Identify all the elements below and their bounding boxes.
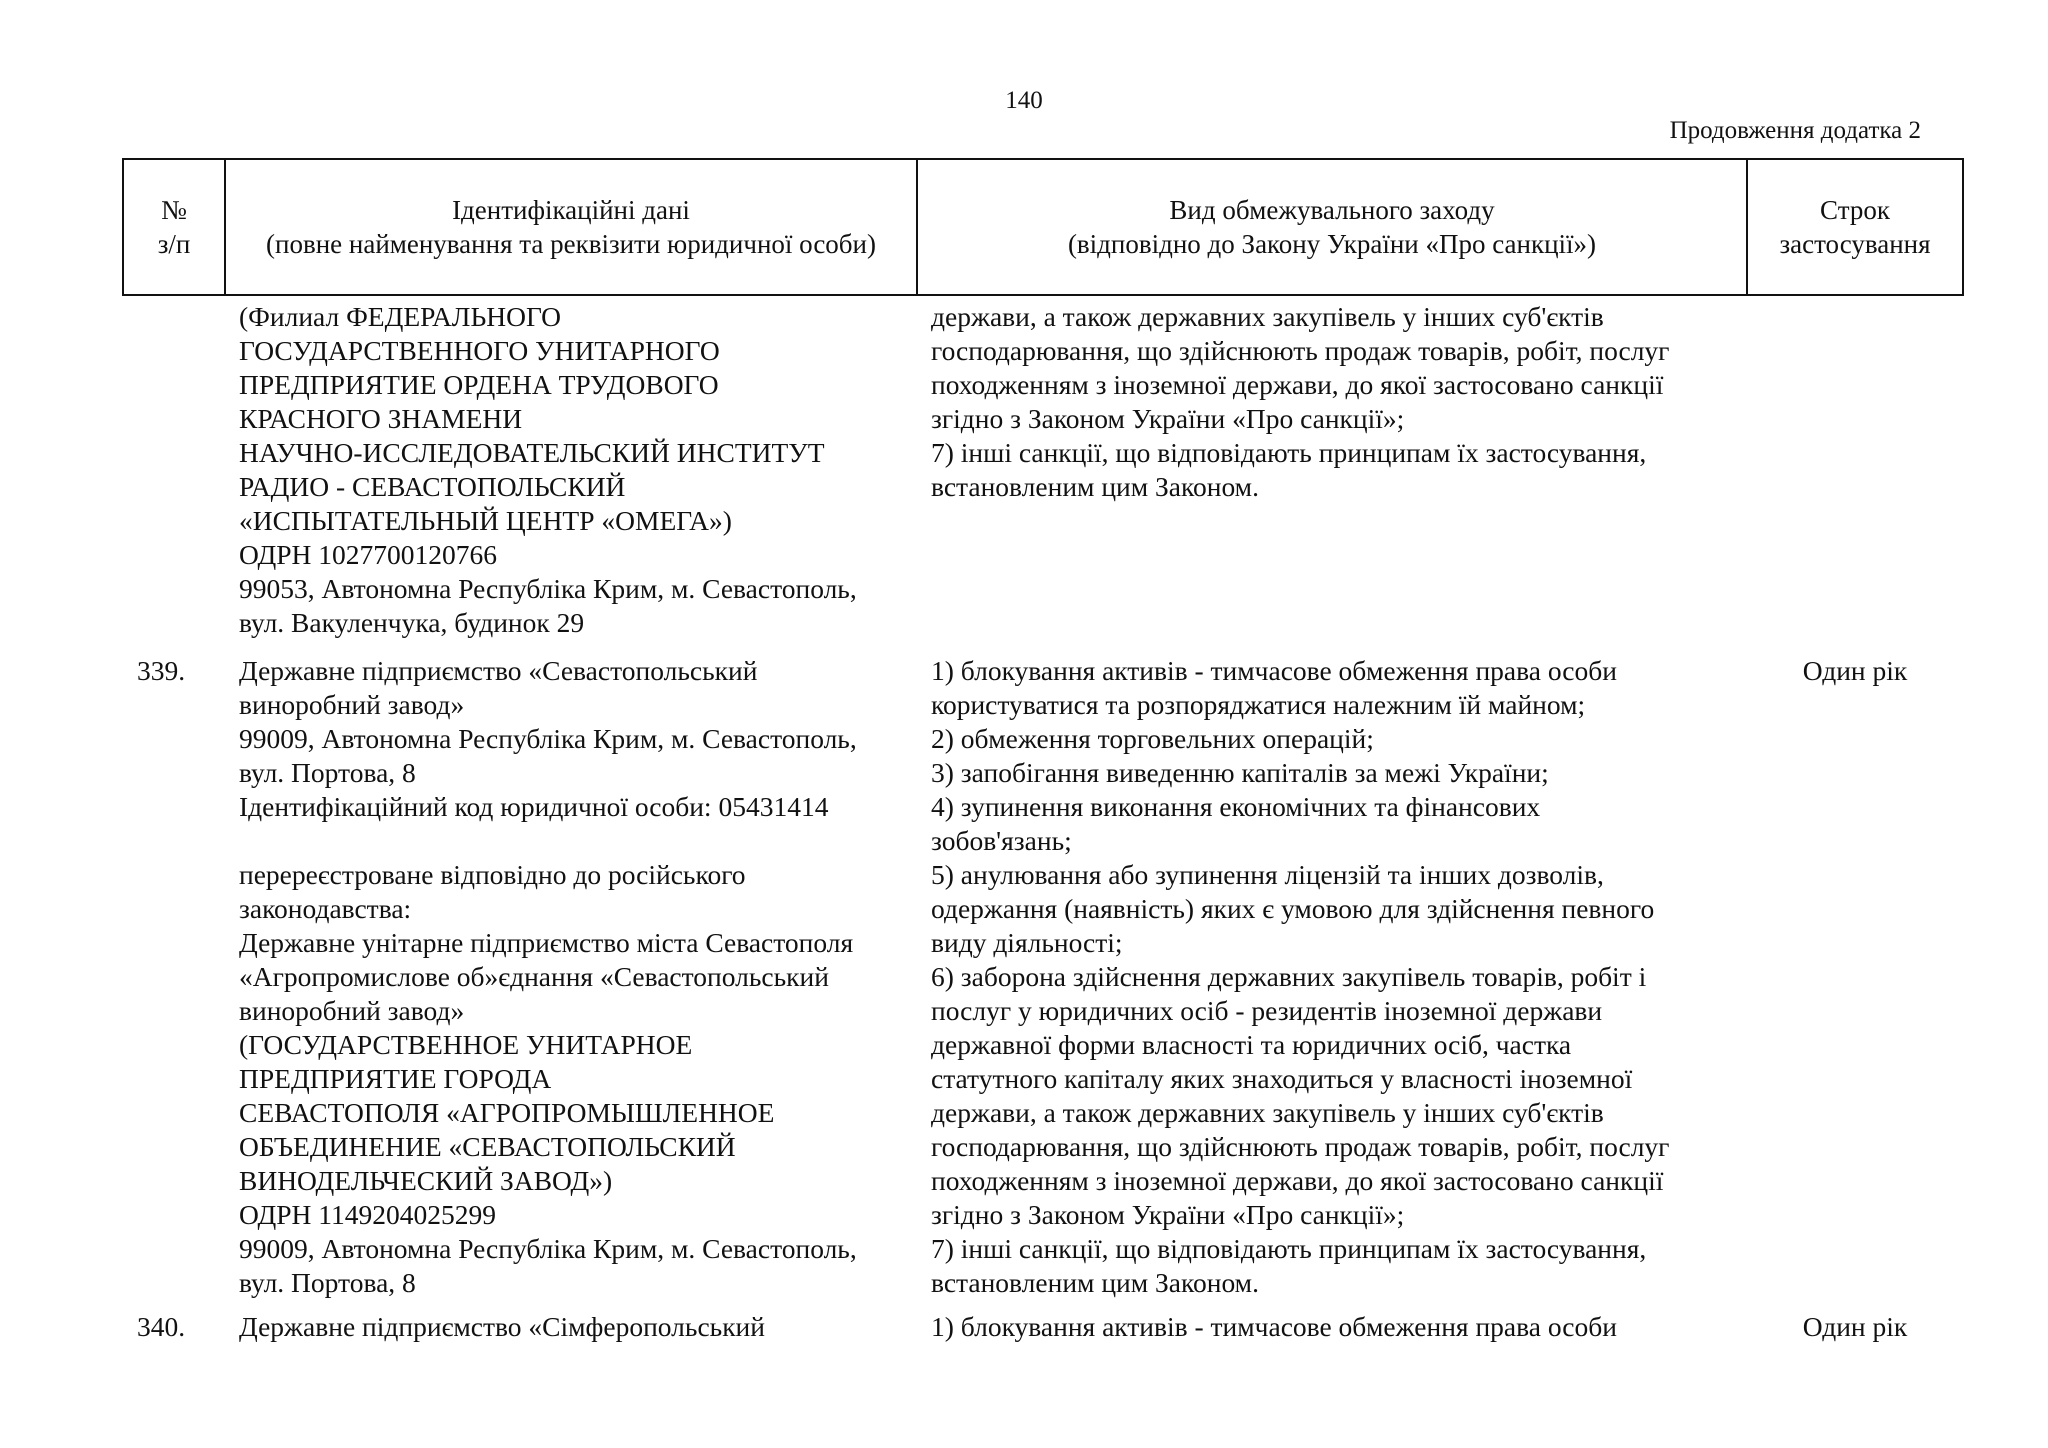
header-number-line: з/п [157,229,191,259]
header-measure-line: Вид обмежувального заходу [1169,195,1495,225]
measure-cell-line: 3) запобігання виведенню капіталів за межі України; [931,757,1549,788]
term-cell: Один рік [1802,1311,1908,1342]
header-number-line: № [161,195,187,225]
header-identification-line: (повне найменування та реквізити юридичної особи) [266,229,876,259]
measure-cell [931,300,1669,504]
identification-cell-line: 99009, Автономна Республіка Крим, м. Севастополь, [239,723,857,754]
header-term-line: застосування [1779,229,1931,259]
measure-cell [931,1310,1617,1344]
identification-cell-line: ПРЕДПРИЯТИЕ ОРДЕНА ТРУДОВОГО [239,369,719,400]
identification-cell-line: НАУЧНО-ИССЛЕДОВАТЕЛЬСКИЙ ИНСТИТУТ [239,437,825,468]
page-number: 140 [1005,87,1043,114]
identification-cell-line: 99009, Автономна Республіка Крим, м. Севастополь, [239,1233,857,1264]
row-number: 340. [137,1311,186,1342]
header-term [1747,159,1963,295]
identification-cell-line: ПРЕДПРИЯТИЕ ГОРОДА [239,1063,552,1094]
identification-cell-line: винoробний завод» [239,689,465,720]
identification-cell-line: вул. Вакуленчука, будинок 29 [239,607,585,638]
identification-cell [239,654,857,1300]
identification-cell-line: СЕВАСТОПОЛЯ «АГРОПРОМЫШЛЕННОЕ [239,1097,775,1128]
identification-cell-line: Ідентифікаційний код юридичної особи: 05431414 [239,791,829,822]
identification-cell [239,300,857,640]
header-measure [917,159,1747,295]
identification-cell-line: ГОСУДАРСТВЕННОГО УНИТАРНОГО [239,335,720,366]
measure-cell-line: 1) блокування активів - тимчасове обмеження права особи [931,1311,1617,1342]
measure-cell-line: держави, а також державних закупівель у інших суб'єктів [931,1097,1604,1128]
identification-cell-line [239,824,857,858]
term-cell: Один рік [1802,655,1908,686]
header-term-line: Строк [1820,195,1890,225]
identification-cell-line: вул. Портова, 8 [239,1267,416,1298]
continuation-label: Продовження додатка 2 [1669,117,1921,144]
identification-cell-line: ОДРН 1027700120766 [239,539,498,570]
measure-cell-line: 2) обмеження торговельних операцій; [931,723,1374,754]
measure-cell-line: одержання (наявність) яких є умовою для здійснення певного [931,893,1655,924]
measure-cell-line: 1) блокування активів - тимчасове обмеження права особи [931,655,1617,686]
row-number: 339. [137,655,186,686]
identification-cell-line: Державне підприємство «Сімферопольський [239,1311,765,1342]
identification-cell-line: винoробний завод» [239,995,465,1026]
measure-cell-line: встановленим цим Законом. [931,1267,1259,1298]
identification-cell-line: ОБЪЕДИНЕНИЕ «СЕВАСТОПОЛЬСКИЙ [239,1131,736,1162]
header-identification-line: Ідентифікаційні дані [452,195,690,225]
identification-cell-line: законодавства: [239,893,412,924]
header-identification [225,159,917,295]
measure-cell-line: 4) зупинення виконання економічних та фінансових [931,791,1541,822]
header-number [123,159,225,295]
measure-cell-line: держави, а також державних закупівель у інших суб'єктів [931,301,1604,332]
identification-cell-line: КРАСНОГО ЗНАМЕНИ [239,403,523,434]
identification-cell-line: ВИНОДЕЛЬЧЕСКИЙ ЗАВОД») [239,1165,613,1196]
measure-cell-line: згідно з Законом України «Про санкції»; [931,403,1405,434]
identification-cell-line: 99053, Автономна Республіка Крим, м. Севастополь, [239,573,857,604]
identification-cell-line: Державне підприємство «Севастопольський [239,655,758,686]
measure-cell-line: господарювання, що здійснюють продаж товарів, робіт, послуг [931,1131,1670,1162]
measure-cell-line: 6) заборона здійснення державних закупівель товарів, робіт і [931,961,1647,992]
measure-cell-line: господарювання, що здійснюють продаж товарів, робіт, послуг [931,335,1670,366]
measure-cell-line: 5) анулювання або зупинення ліцензій та інших дозволів, [931,859,1604,890]
measure-cell-line: 7) інші санкції, що відповідають принципам їх застосування, [931,437,1647,468]
table-header [122,158,1964,296]
measure-cell-line: державної форми власності та юридичних осіб, частка [931,1029,1572,1060]
measure-cell-line: статутного капіталу яких знаходиться у власності іноземної [931,1063,1633,1094]
measure-cell-line: походженням з іноземної держави, до якої застосовано санкції [931,1165,1664,1196]
measure-cell-line: походженням з іноземної держави, до якої застосовано санкції [931,369,1664,400]
identification-cell-line: «ИСПЫТАТЕЛЬНЫЙ ЦЕНТР «ОМЕГА») [239,505,732,536]
identification-cell-line: ОДРН 1149204025299 [239,1199,497,1230]
measure-cell-line: зобов'язань; [931,825,1072,856]
identification-cell [239,1310,765,1344]
measure-cell-line: послуг у юридичних осіб - резидентів іноземної держави [931,995,1603,1026]
header-measure-line: (відповідно до Закону України «Про санкції») [1067,229,1597,259]
measure-cell-line: 7) інші санкції, що відповідають принципам їх застосування, [931,1233,1647,1264]
identification-cell-line: Державне унітарне підприємство міста Севастополя [239,927,854,958]
measure-cell-line: встановленим цим Законом. [931,471,1259,502]
measure-cell-line: виду діяльності; [931,927,1123,958]
measure-cell-line: згідно з Законом України «Про санкції»; [931,1199,1405,1230]
identification-cell-line: перереєстроване відповідно до російського [239,859,746,890]
identification-cell-line: (ГОСУДАРСТВЕННОЕ УНИТАРНОЕ [239,1029,693,1060]
measure-cell [931,654,1669,1300]
identification-cell-line: вул. Портова, 8 [239,757,416,788]
measure-cell-line: користуватися та розпоряджатися належним їй майном; [931,689,1586,720]
identification-cell-line: «Агропромислове об»єднання «Севастопольський [239,961,829,992]
identification-cell-line: РАДИО - СЕВАСТОПОЛЬСКИЙ [239,471,626,502]
identification-cell-line: (Филиал ФЕДЕРАЛЬНОГО [239,301,562,332]
